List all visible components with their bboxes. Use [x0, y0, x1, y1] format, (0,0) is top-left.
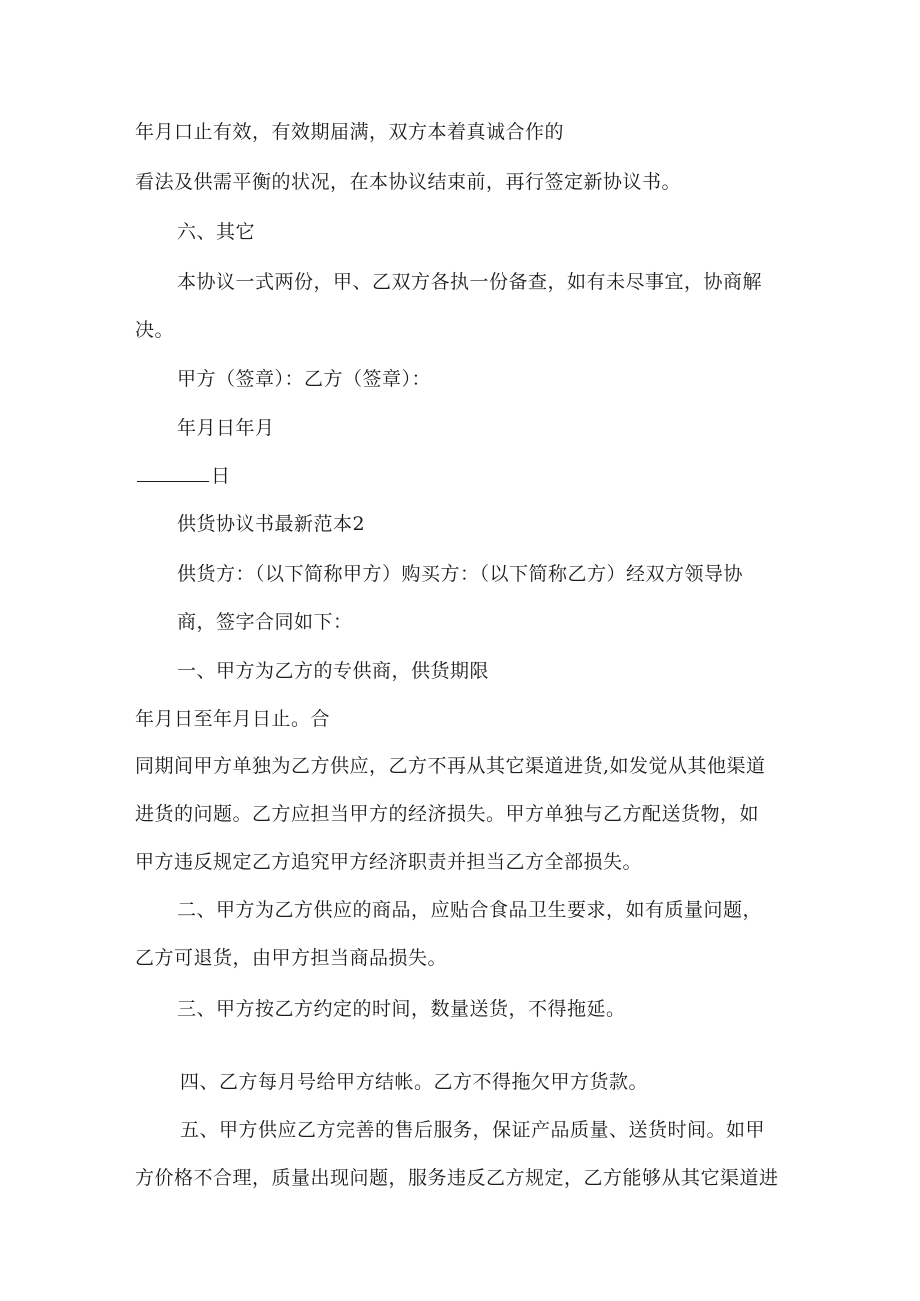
signature-line: 甲方（签章）：乙方（签章）：	[177, 368, 432, 390]
date-line: 年月日年月	[177, 417, 275, 439]
text-line-22: 方价格不合理，质量出现问题，服务违反乙方规定，乙方能够从其它渠道进	[135, 1167, 779, 1189]
section-heading-other: 六、其它	[177, 221, 256, 243]
text-line-18: 乙方可退货，由甲方担当商品损失。	[135, 947, 448, 969]
date-line-day	[137, 464, 231, 488]
text-line-2: 看法及供需平衡的状况，在本协议结束前，再行签定新协议书。	[135, 171, 682, 193]
text-line-11: 商，签字合同如下：	[177, 611, 353, 633]
text-line-13: 年月日至年月日止。合	[135, 708, 331, 730]
blank-underline	[137, 465, 209, 482]
document-title-2: 供货协议书最新范本2	[177, 513, 366, 535]
clause-4: 四、乙方每月号给甲方结帐。乙方不得拖欠甲方货款。	[180, 1071, 649, 1093]
text-line-14: 同期间甲方单独为乙方供应，乙方不再从其它渠道进货,如发觉从其他渠道	[135, 755, 766, 777]
text-line-16: 甲方违反规定乙方追究甲方经济职责并担当乙方全部损失。	[135, 851, 643, 873]
day-label: 日	[211, 465, 231, 487]
text-line-4: 本协议一式两份，甲、乙双方各执一份备查，如有未尽事宜，协商解	[177, 271, 763, 293]
text-line-1: 年月口止有效，有效期届满，双方本着真诚合作的	[135, 121, 565, 143]
clause-3: 三、甲方按乙方约定的时间，数量送货，不得拖延。	[177, 998, 626, 1020]
text-line-15: 进货的问题。乙方应担当甲方的经济损失。甲方单独与乙方配送货物，如	[135, 803, 760, 825]
text-line-10: 供货方：（以下简称甲方）购买方：（以下简称乙方）经双方领导协	[177, 563, 744, 585]
clause-2: 二、甲方为乙方供应的商品，应贴合食品卫生要求，如有质量问题，	[177, 899, 763, 921]
clause-5: 五、甲方供应乙方完善的售后服务，保证产品质量、送货时间。如甲	[180, 1119, 766, 1141]
clause-1-heading: 一、甲方为乙方的专供商，供货期限	[177, 660, 490, 682]
text-line-5: 决。	[135, 319, 175, 341]
